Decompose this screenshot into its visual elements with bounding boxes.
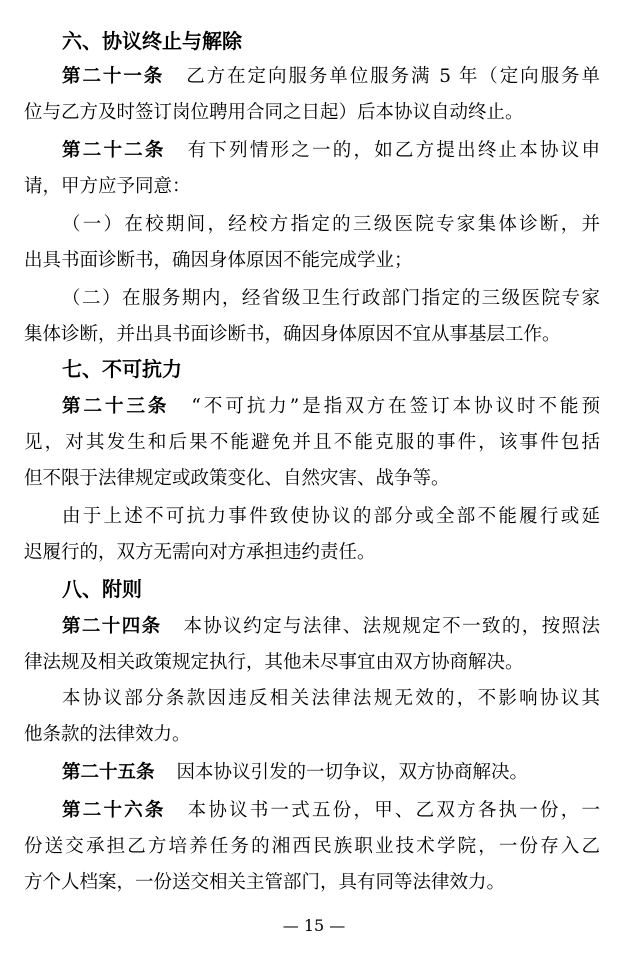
article-23-line-2: 见，对其发生和后果不能避免并且不能克服的事件，该事件包括 — [24, 432, 600, 453]
article-23-line-1: 第二十三条 “不可抗力”是指双方在签订本协议时不能预 — [62, 396, 600, 417]
article-26-number: 第二十六条 — [62, 800, 166, 821]
article-21-line-1: 第二十一条 乙方在定向服务单位服务满 5 年（定向服务单 — [62, 66, 600, 87]
clause-2-line-2: 集体诊断，并出具书面诊断书，确因身体原因不宜从事基层工作。 — [24, 324, 561, 345]
article-23-line-3: 但不限于法律规定或政策变化、自然灾害、战争等。 — [24, 468, 450, 489]
article-21-line-2: 位与乙方及时签订岗位聘用合同之日起）后本协议自动终止。 — [24, 102, 524, 123]
article-22-number: 第二十二条 — [62, 140, 166, 161]
validity-para-line-2: 他条款的法律效力。 — [24, 724, 191, 745]
article-22-line-2: 请，甲方应予同意： — [24, 176, 191, 197]
clause-2-line-1: （二）在服务期内，经省级卫生行政部门指定的三级医院专家 — [62, 288, 600, 309]
article-26-line-1: 第二十六条 本协议书一式五份，甲、乙双方各执一份，一 — [62, 800, 600, 821]
article-21-number: 第二十一条 — [62, 66, 165, 87]
section-heading-force-majeure: 七、不可抗力 — [62, 357, 182, 381]
article-24-line-1: 第二十四条 本协议约定与法律、法规规定不一致的，按照法 — [62, 616, 600, 637]
clause-1-line-2: 出具书面诊断书，确因身体原因不能完成学业； — [24, 250, 413, 271]
section-heading-supplementary: 八、附则 — [62, 577, 142, 601]
clause-1-line-1: （一）在校期间，经校方指定的三级医院专家集体诊断，并 — [62, 214, 600, 235]
article-25-number: 第二十五条 — [62, 762, 155, 783]
article-24-line-2: 律法规及相关政策规定执行，其他未尽事宜由双方协商解决。 — [24, 652, 524, 673]
force-majeure-para-line-1: 由于上述不可抗力事件致使协议的部分或全部不能履行或延 — [62, 506, 600, 527]
article-23-number: 第二十三条 — [62, 396, 170, 417]
article-26-line-2: 份送交承担乙方培养任务的湘西民族职业技术学院，一份存入乙 — [24, 836, 600, 857]
article-25-line-1: 第二十五条 因本协议引发的一切争议，双方协商解决。 — [62, 762, 529, 783]
article-26-line-3: 方个人档案，一份送交相关主管部门，具有同等法律效力。 — [24, 872, 506, 893]
article-24-number: 第二十四条 — [62, 616, 162, 637]
article-22-line-1: 第二十二条 有下列情形之一的，如乙方提出终止本协议申 — [62, 140, 600, 161]
force-majeure-para-line-2: 迟履行的，双方无需向对方承担违约责任。 — [24, 542, 376, 563]
validity-para-line-1: 本协议部分条款因违反相关法律法规无效的，不影响协议其 — [62, 688, 600, 709]
page-number: — 15 — — [282, 916, 346, 935]
section-heading-termination: 六、协议终止与解除 — [62, 29, 242, 53]
